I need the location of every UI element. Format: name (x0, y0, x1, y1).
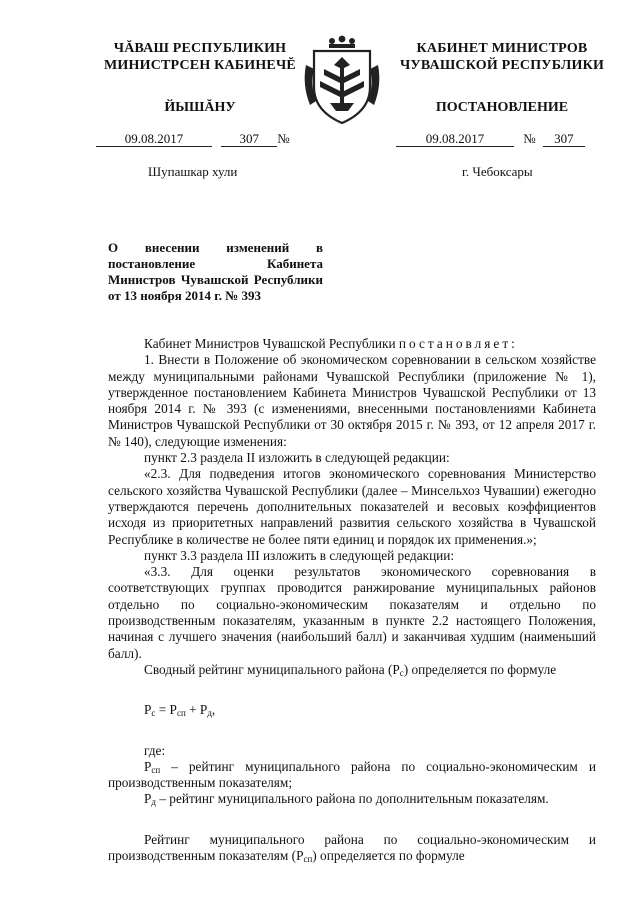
document-subject: О внесении изменений в постановление Кабинета Министров Чувашской Республики от 13 ноября 2014 г. № 393 (108, 240, 323, 303)
intro-paragraph (108, 336, 596, 352)
header-right-kind: ПОСТАНОВЛЕНИЕ (435, 100, 569, 115)
document-body (108, 336, 596, 864)
paragraph-5: «3.3. Для оценки результатов экономического соревнования в соответствующих группах проводится ранжирование муниципальных районов отдельно по социально-экономическим показателям и отдельно по производственным показателям, указанным в пункте 2.2 настоящего Положения, начиная с лучшего значения (наибольший балл) и заканчивая худшим (наименьший балл). (108, 564, 596, 661)
def1-text: – рейтинг муниципального района по социально-экономическим и производственным показателям; (108, 758, 596, 791)
header-chuvash-title (100, 40, 300, 74)
def1-sub: сп (151, 764, 161, 775)
paragraph-7 (108, 832, 596, 865)
where-label: где: (144, 742, 166, 758)
def2-sub: д (151, 797, 156, 808)
paragraph-2: пункт 2.3 раздела II изложить в следующей редакции: (144, 450, 450, 466)
header-left-line1: ЧĂВАШ РЕСПУБЛИКИН (113, 41, 287, 56)
formula-lhs-sub: с (151, 708, 156, 719)
paragraph-1: 1. Внести в Положение об экономическом соревновании в сельском хозяйстве между муниципальными районами Чувашской Республики (приложение № 1), утвержденное постановлением Кабинета Министров Чувашской Республики от 13 ноября 2014 г. № 393 (с изменениями, внесенными постановлениями Кабинета Министров Чувашской Республики от 30 октября 2015 г. № 393, от 12 апреля 2017 г. № 140), следующие изменения: (108, 352, 596, 449)
def2-symbol: Р (144, 791, 152, 807)
definition-1 (108, 759, 596, 792)
coat-of-arms-icon (300, 35, 384, 127)
number-line-right (396, 131, 596, 147)
number-right: 307 (543, 131, 585, 147)
def1-symbol: Р (144, 758, 152, 774)
paragraph-4: пункт 3.3 раздела III изложить в следующей редакции: (144, 547, 455, 563)
formula (108, 702, 596, 718)
formula-plus: + Р (185, 702, 208, 718)
number-sign-left: № (277, 131, 290, 146)
p6-text-b: ) определяется по формуле (403, 661, 557, 677)
definition-2 (108, 791, 596, 807)
formula-t2-sub: д (207, 708, 212, 719)
header-right-line1: КАБИНЕТ МИНИСТРОВ (416, 41, 588, 56)
number-sign-right: № (523, 131, 536, 146)
header-russian-title (392, 40, 612, 74)
number-left: 307 (221, 131, 277, 147)
formula-eq: = Р (155, 702, 177, 718)
p6-subscript: с (399, 667, 404, 678)
formula-lhs: Р (144, 702, 152, 718)
def2-text: – рейтинг муниципального района по дополнительным показателям. (156, 791, 549, 807)
p6-text-a: Сводный рейтинг муниципального района (Р (144, 661, 400, 677)
p7-sub: сп (303, 854, 313, 865)
header-right-line2: ЧУВАШСКОЙ РЕСПУБЛИКИ (399, 58, 605, 73)
p7-text-b: ) определяется по формуле (312, 848, 465, 864)
header-left-line2: МИНИСТРСЕН КАБИНЕЧĔ (104, 58, 296, 73)
header-left-kind: ЙЫШĂНУ (164, 100, 236, 115)
paragraph-3: «2.3. Для подведения итогов экономического соревнования Министерство сельского хозяйства Чувашской Республики (далее – Минсельхоз Чувашии) ежегодно утверждаются перечень дополнительных показателей и весовых коэффициентов исходя из приоритетных направлений развития сельского хозяйства в Чувашской Республике в количестве не более пяти единиц и порядок их применения.»; (108, 466, 596, 547)
place-left: Шупашкар хули (148, 164, 238, 179)
number-line-left (96, 131, 306, 147)
p7-text-a: Рейтинг муниципального района по социально-экономическим и производственным показателям (Р (108, 831, 596, 864)
place-right: г. Чебоксары (462, 164, 533, 179)
intro-verb: постановляет: (398, 336, 518, 351)
paragraph-6 (108, 662, 596, 678)
formula-t1-sub: сп (176, 708, 186, 719)
formula-end: , (211, 702, 216, 718)
date-right: 09.08.2017 (396, 131, 514, 147)
intro-text: Кабинет Министров Чувашской Республики (144, 336, 396, 351)
date-left: 09.08.2017 (96, 131, 212, 147)
